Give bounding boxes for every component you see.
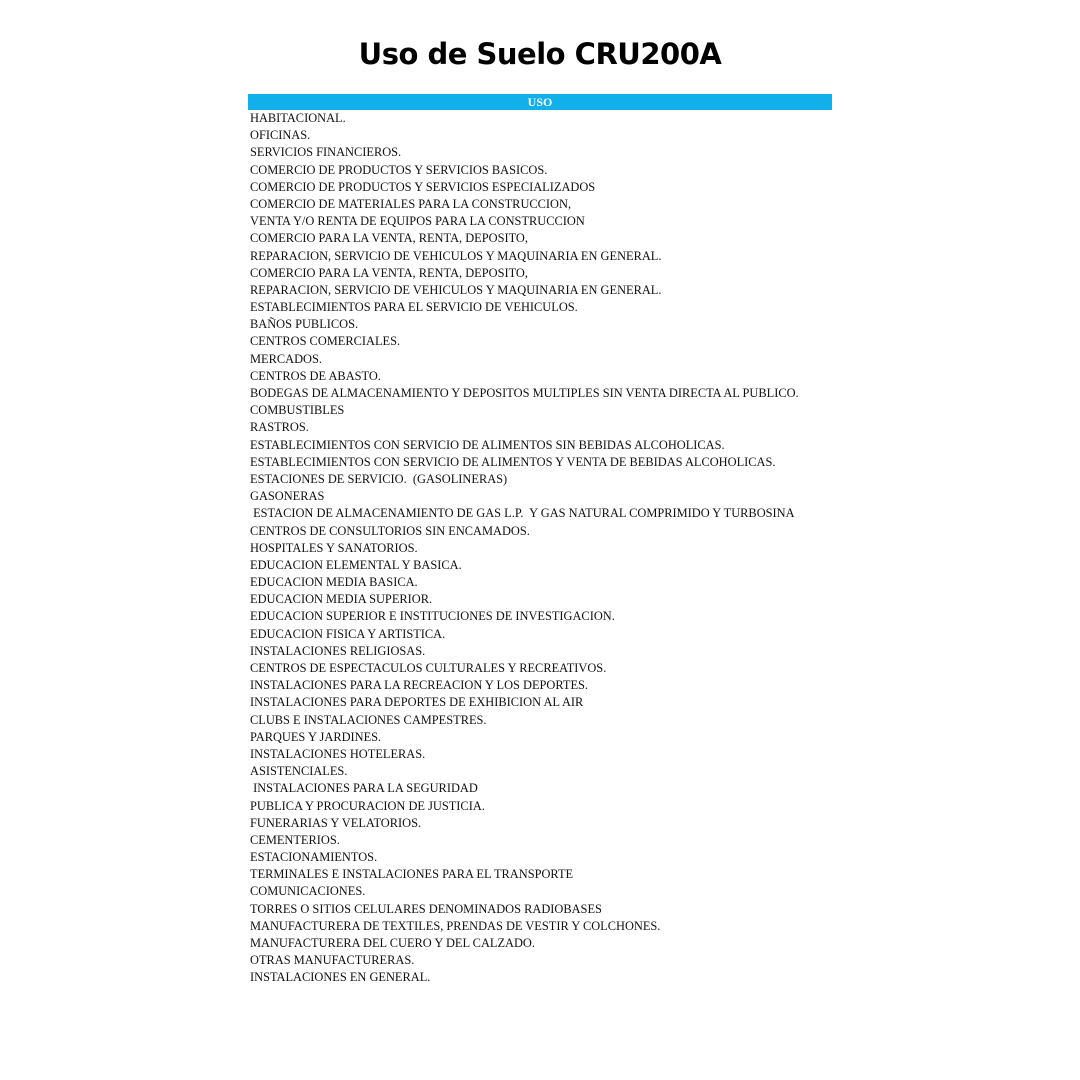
list-item: RASTROS. [250,420,309,435]
list-item: BAÑOS PUBLICOS. [250,317,359,332]
list-item: ESTACIONAMIENTOS. [250,850,378,865]
list-item: OFICINAS. [250,128,311,143]
list-item: MANUFACTURERA DEL CUERO Y DEL CALZADO. [250,936,535,950]
list-item: HABITACIONAL. [250,111,346,125]
list-item: VENTA Y/O RENTA DE EQUIPOS PARA LA CONSTRUCCION [250,214,585,229]
list-item: EDUCACION MEDIA SUPERIOR. [250,592,433,607]
list-item: CLUBS E INSTALACIONES CAMPESTRES. [250,712,487,727]
list-item: ESTABLECIMIENTOS CON SERVICIO DE ALIMENTOS SIN BEBIDAS ALCOHOLICAS. [250,437,725,452]
list-item: PUBLICA Y PROCURACION DE JUSTICIA. [250,798,485,813]
list-item: COMBUSTIBLES [250,403,345,418]
list-item: MERCADOS. [250,351,322,366]
list-item: INSTALACIONES RELIGIOSAS. [250,643,426,658]
list-item: COMUNICACIONES. [250,884,366,899]
list-item: ESTACIONES DE SERVICIO. (GASOLINERAS) [250,471,508,486]
list-item: CEMENTERIOS. [250,832,340,847]
list-item: EDUCACION MEDIA BASICA. [250,575,418,590]
list-item: EDUCACION ELEMENTAL Y BASICA. [250,557,462,572]
list-item: ASISTENCIALES. [250,764,348,779]
table-header: USO [248,94,832,110]
list-item: INSTALACIONES PARA LA RECREACION Y LOS DEPORTES. [250,678,589,693]
list-item: EDUCACION FISICA Y ARTISTICA. [250,626,446,641]
list-item: PARQUES Y JARDINES. [250,729,382,744]
list-item: COMERCIO DE PRODUCTOS Y SERVICIOS ESPECIALIZADOS [250,179,596,194]
list-item: CENTROS DE ESPECTACULOS CULTURALES Y RECREATIVOS. [250,661,607,675]
list-item: INSTALACIONES EN GENERAL. [250,970,431,985]
list-item: SERVICIOS FINANCIEROS. [250,145,402,160]
uso-table [248,94,832,987]
list-item: MANUFACTURERA DE TEXTILES, PRENDAS DE VESTIR Y COLCHONES. [250,918,661,933]
list-item: TORRES O SITIOS CELULARES DENOMINADOS RADIOBASES [250,901,602,916]
list-item: FUNERARIAS Y VELATORIOS. [250,815,422,830]
page-title: Uso de Suelo CRU200A [358,37,722,71]
list-item: INSTALACIONES PARA LA SEGURIDAD [250,781,478,796]
list-item: EDUCACION SUPERIOR E INSTITUCIONES DE INVESTIGACION. [250,609,615,624]
list-item: INSTALACIONES PARA DEPORTES DE EXHIBICION AL AIR [250,695,584,710]
list-item: COMERCIO PARA LA VENTA, RENTA, DEPOSITO, [250,265,528,280]
list-item: CENTROS DE ABASTO. [250,368,381,383]
list-item: COMERCIO PARA LA VENTA, RENTA, DEPOSITO, [250,231,528,246]
list-item: INSTALACIONES HOTELERAS. [250,746,426,761]
list-item: CENTROS DE CONSULTORIOS SIN ENCAMADOS. [250,523,530,538]
list-item: COMERCIO DE MATERIALES PARA LA CONSTRUCCION, [250,196,572,211]
list-item: ESTABLECIMIENTOS PARA EL SERVICIO DE VEHICULOS. [250,300,578,315]
list-item: HOSPITALES Y SANATORIOS. [250,540,418,555]
list-item: ESTACION DE ALMACENAMIENTO DE GAS L.P. Y GAS NATURAL COMPRIMIDO Y TURBOSINA [250,506,795,521]
list-item: ESTABLECIMIENTOS CON SERVICIO DE ALIMENTOS Y VENTA DE BEBIDAS ALCOHOLICAS. [250,454,776,469]
list-item: REPARACION, SERVICIO DE VEHICULOS Y MAQUINARIA EN GENERAL. [250,282,662,297]
list-item: BODEGAS DE ALMACENAMIENTO Y DEPOSITOS MULTIPLES SIN VENTA DIRECTA AL PUBLICO. [250,386,799,400]
list-item: OTRAS MANUFACTURERAS. [250,953,415,968]
list-item: COMERCIO DE PRODUCTOS Y SERVICIOS BASICOS. [250,162,548,177]
list-item: CENTROS COMERCIALES. [250,334,401,349]
uso-list [248,110,832,987]
list-item: REPARACION, SERVICIO DE VEHICULOS Y MAQUINARIA EN GENERAL. [250,248,662,263]
list-item: TERMINALES E INSTALACIONES PARA EL TRANSPORTE [250,867,574,882]
list-item: GASONERAS [250,489,325,504]
